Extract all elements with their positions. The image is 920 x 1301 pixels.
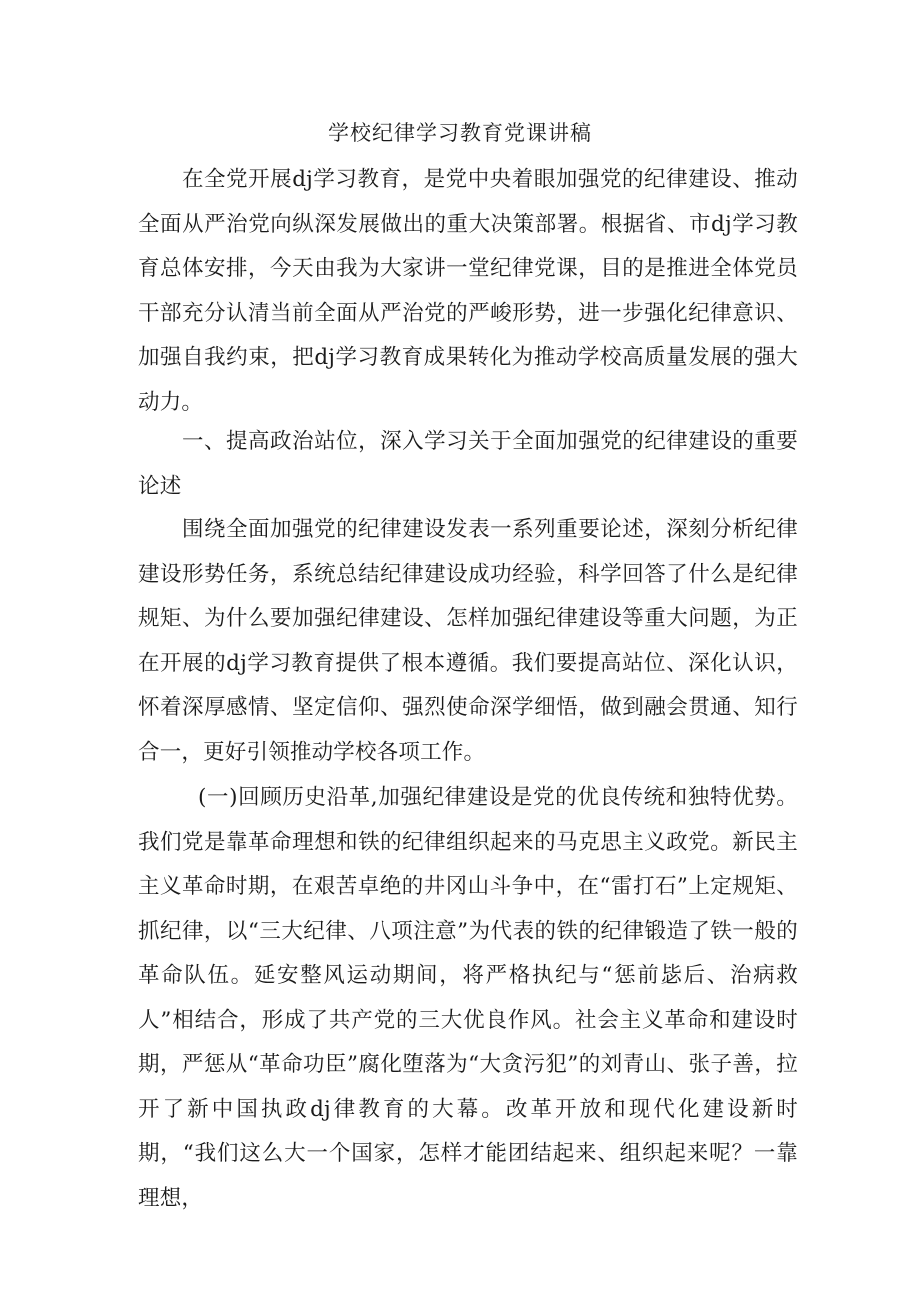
paragraph-section-1: 围绕全面加强党的纪律建设发表一系列重要论述，深刻分析纪律建设形势任务，系统总结纪律建设成功经验，科学回答了什么是纪律规矩、为什么要加强纪律建设、怎样加强纪律建设等重大问题，为正在开展的dj学习教育提供了根本遵循。我们要提高站位、深化认识，怀着深厚感情、坚定信仰、强烈使命深学细悟，做到融会贯通、知行合一，更好引领推动学校各项工作。: [138, 517, 798, 765]
paragraph-subsection-1: (一)回顾历史沿革,加强纪律建设是党的优良传统和独特优势。我们党是靠革命理想和铁的纪律组织起来的马克思主义政党。新民主主义革命时期，在艰苦卓绝的井冈山斗争中，在“雷打石”上定规矩、抓纪律，以“三大纪律、八项注意”为代表的铁的纪律锻造了铁一般的革命队伍。延安整风运动期间，将严格执纪与“惩前毖后、治病救人”相结合，形成了共产党的三大优良作风。社会主义革命和建设时期，严惩从“革命功臣”腐化堕落为“大贪污犯”的刘青山、张子善，拉开了新中国执政dj律教育的大幕。改革开放和现代化建设新时期，“我们这么大一个国家，怎样才能团结起来、组织起来呢？一靠理想，: [138, 785, 798, 1211]
paragraph-intro: 在全党开展dj学习教育，是党中央着眼加强党的纪律建设、推动全面从严治党向纵深发展做出的重大决策部署。根据省、市dj学习教育总体安排，今天由我为大家讲一堂纪律党课，目的是推进全体党员干部充分认清当前全面从严治党的严峻形势，进一步强化纪律意识、加强自我约束，把dj学习教育成果转化为推动学校高质量发展的强大动力。: [138, 167, 798, 415]
document-title: 学校纪律学习教育党课讲稿: [328, 121, 592, 145]
section-heading-1: 一、提高政治站位，深入学习关于全面加强党的纪律建设的重要论述: [138, 429, 798, 499]
